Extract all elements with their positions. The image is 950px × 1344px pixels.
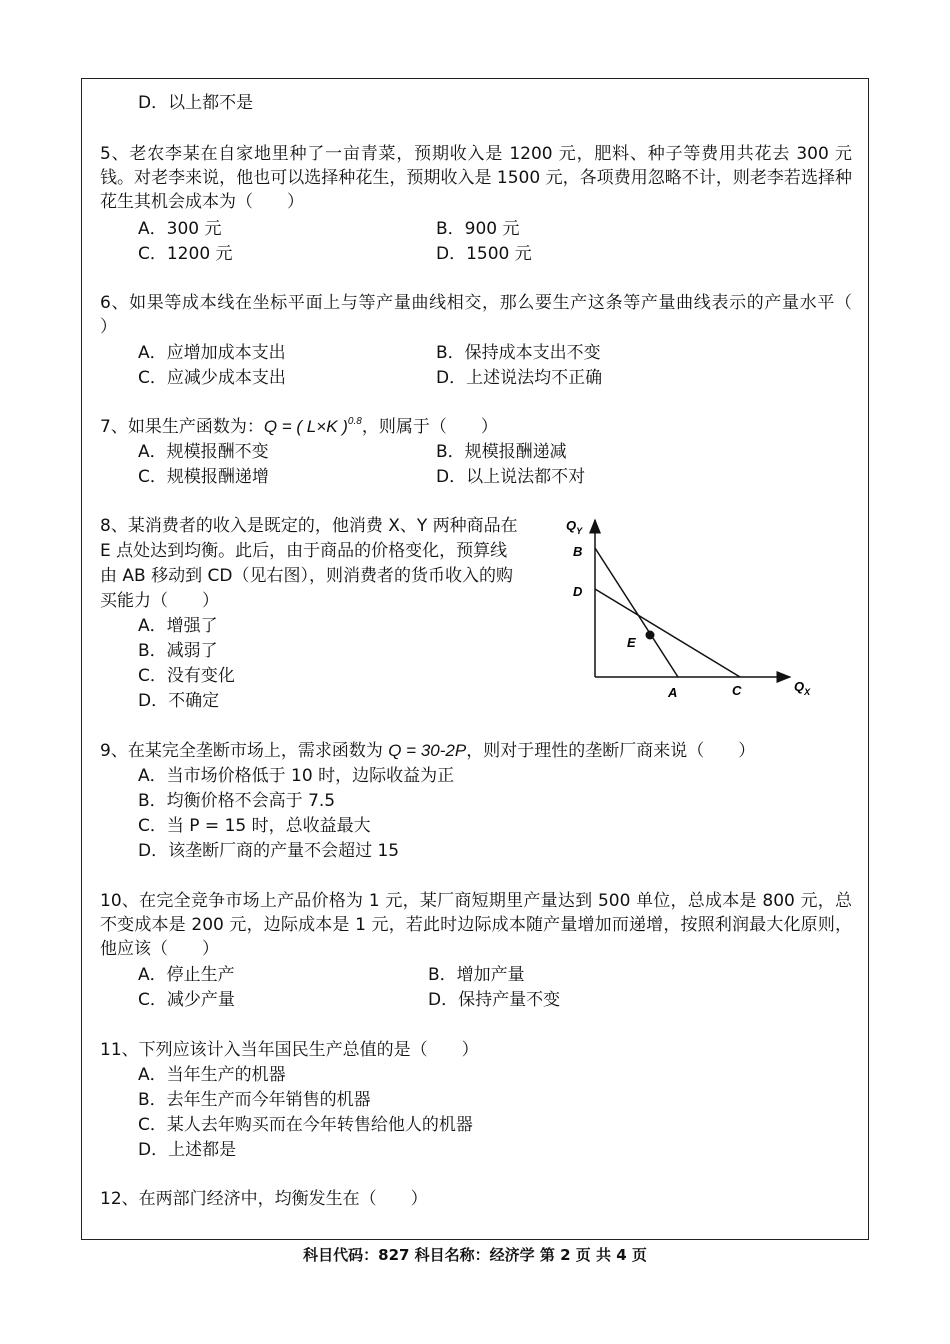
question-7-stem <box>100 415 498 439</box>
q5-option-d[interactable]: D．1500 元 <box>436 244 532 264</box>
q6-option-a[interactable]: A．应增加成本支出 <box>138 343 286 363</box>
point-c-label: C <box>732 683 742 698</box>
question-8-line-1: 8、某消费者的收入是既定的，他消费 X、Y 两种商品在 <box>100 516 518 536</box>
q7-exponent: 0.8 <box>347 416 362 427</box>
q6-option-b[interactable]: B．保持成本支出不变 <box>436 343 601 363</box>
question-5-stem: 5、老农李某在自家地里种了一亩青菜，预期收入是 1200 元，肥料、种子等费用共花去 300 元钱。对老李来说，他也可以选择种花生，预期收入是 1500 元，各项费用忽略不计，则老李若选择种花生其机会成本为（ ） <box>100 144 852 212</box>
question-10-stem: 10、在完全竞争市场上产品价格为 1 元，某厂商短期里产量达到 500 单位，总成本是 800 元，总不变成本是 200 元，边际成本是 1 元，若此时边际成本随产量增加而递增，按照利润最大化原则，他应该（ ） <box>100 891 852 959</box>
q7-stem-pre: 7、如果生产函数为： <box>100 417 264 437</box>
q7-option-a[interactable]: A．规模报酬不变 <box>138 442 269 462</box>
q9-stem-post: ，则对于理性的垄断厂商来说（ ） <box>466 741 756 761</box>
equilibrium-point-e <box>646 631 655 640</box>
q6-option-d[interactable]: D．上述说法均不正确 <box>436 368 603 388</box>
q8-option-c[interactable]: C．没有变化 <box>138 666 235 686</box>
budget-line-diagram <box>560 510 820 710</box>
q9-stem-pre: 9、在某完全垄断市场上，需求函数为 <box>100 741 383 761</box>
question-9-stem <box>100 739 755 763</box>
q10-option-b[interactable]: B．增加产量 <box>428 965 525 985</box>
q9-formula: Q = 30-2P <box>388 741 467 760</box>
question-8-line-4: 买能力（ ） <box>100 591 219 611</box>
q5-option-a[interactable]: A．300 元 <box>138 219 222 239</box>
question-12-stem: 12、在两部门经济中，均衡发生在（ ） <box>100 1189 428 1209</box>
budget-line-ab <box>595 548 678 677</box>
q9-option-b[interactable]: B．均衡价格不会高于 7.5 <box>138 791 336 811</box>
q4-option-d[interactable]: D．以上都不是 <box>138 93 254 113</box>
q8-option-b[interactable]: B．减弱了 <box>138 641 218 661</box>
point-a-label: A <box>668 685 678 700</box>
q7-option-b[interactable]: B．规模报酬递减 <box>436 442 567 462</box>
q11-option-c[interactable]: C．某人去年购买而在今年转售给他人的机器 <box>138 1115 473 1135</box>
q6-option-c[interactable]: C．应减少成本支出 <box>138 368 286 388</box>
question-6-stem: 6、如果等成本线在坐标平面上与等产量曲线相交，那么要生产这条等产量曲线表示的产量水平（ ） <box>100 293 886 337</box>
question-11-stem: 11、下列应该计入当年国民生产总值的是（ ） <box>100 1040 479 1060</box>
q11-option-b[interactable]: B．去年生产而今年销售的机器 <box>138 1090 371 1110</box>
q9-option-d[interactable]: D．该垄断厂商的产量不会超过 15 <box>138 841 400 861</box>
x-axis-label: $Q_X$ <box>794 679 811 697</box>
q9-option-a[interactable]: A．当市场价格低于 10 时，边际收益为正 <box>138 766 455 786</box>
q10-option-a[interactable]: A．停止生产 <box>138 965 235 985</box>
q7-formula: Q = ( L×K ) <box>263 417 348 436</box>
q9-option-c[interactable]: C．当 P = 15 时，总收益最大 <box>138 816 371 836</box>
point-b-label: B <box>573 544 583 559</box>
point-d-label: D <box>573 584 583 599</box>
question-8-line-2: E 点处达到均衡。此后，由于商品的价格变化，预算线 <box>100 541 508 561</box>
page-footer: 科目代码：827 科目名称：经济学 第 2 页 共 4 页 <box>303 1246 647 1264</box>
q11-option-a[interactable]: A．当年生产的机器 <box>138 1065 286 1085</box>
q8-option-a[interactable]: A．增强了 <box>138 616 218 636</box>
q7-stem-post: ，则属于（ ） <box>361 417 498 437</box>
q10-option-d[interactable]: D．保持产量不变 <box>428 990 561 1010</box>
point-e-label: E <box>627 635 636 650</box>
q5-option-c[interactable]: C．1200 元 <box>138 244 233 264</box>
q7-option-c[interactable]: C．规模报酬递增 <box>138 467 269 487</box>
q11-option-d[interactable]: D．上述都是 <box>138 1140 237 1160</box>
q7-option-d[interactable]: D．以上说法都不对 <box>436 467 586 487</box>
budget-line-cd <box>595 589 740 677</box>
question-8-line-3: 由 AB 移动到 CD（见右图），则消费者的货币收入的购 <box>100 566 513 586</box>
q10-option-c[interactable]: C．减少产量 <box>138 990 235 1010</box>
q5-option-b[interactable]: B．900 元 <box>436 219 520 239</box>
y-axis-label: $Q_Y$ <box>566 518 583 536</box>
q8-option-d[interactable]: D．不确定 <box>138 691 220 711</box>
